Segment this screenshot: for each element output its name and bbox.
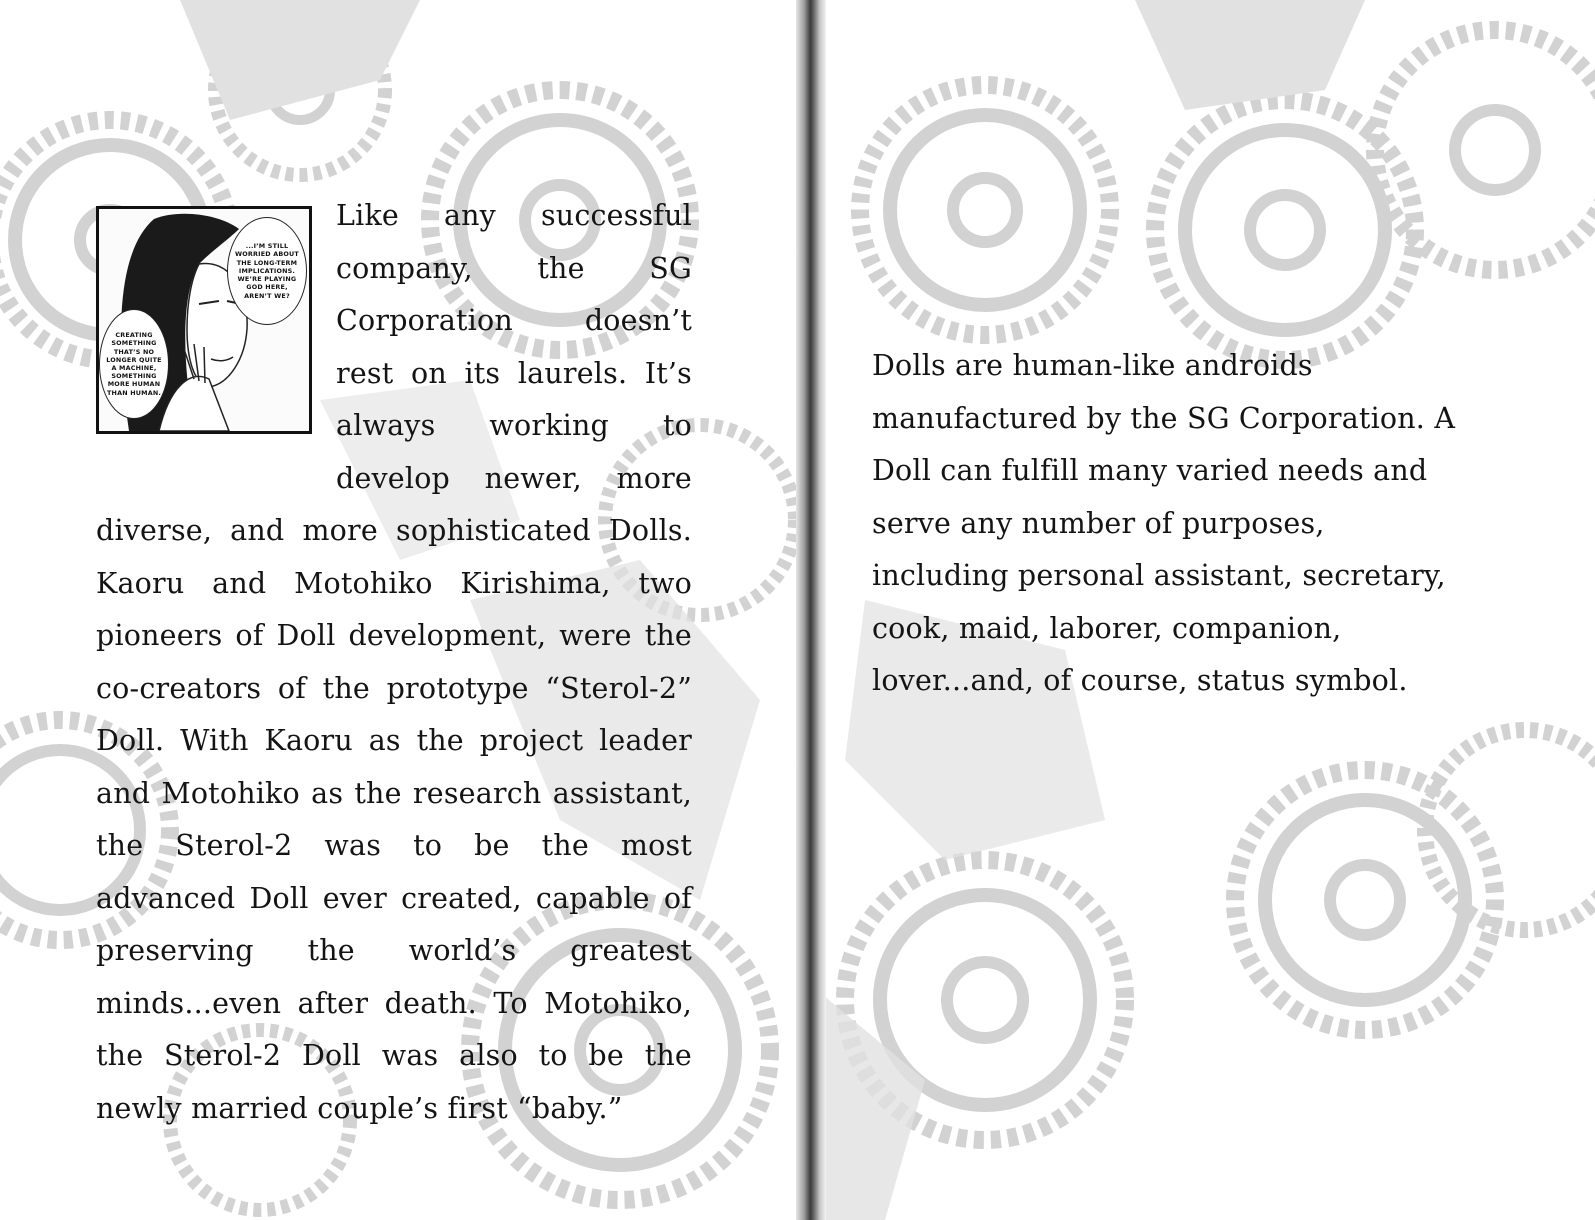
right-page [805, 0, 1595, 1220]
right-page-text [872, 340, 1462, 708]
manga-panel-wrap [84, 196, 322, 458]
right-paragraph: Dolls are human-like androids manufactured by the SG Corporation. A Doll can fulfill many varied needs and serve any number of purposes, including personal assistant, secretary, cook, maid, laborer, companion, lover...and, of course, status symbol. [872, 349, 1456, 697]
book-spine-shadow [796, 0, 826, 1220]
left-paragraph: Like any successful company, the SG Corporation doesn’t rest on its laurels. It’s always working to develop newer, more diverse, and more sophisticated Dolls. Kaoru and Motohiko Kirishima, two pioneers of Doll development, were the co-creators of the prototype “Sterol-2” Doll. With Kaoru as the project leader and Motohiko as the research assistant, the Sterol-2 was to be the most advanced Doll ever created, capable of preserving the world’s greatest minds...even after death. To Motohiko, the Sterol-2 Doll was also to be the newly married couple’s first “baby.” [96, 199, 692, 1125]
left-page-text [96, 190, 692, 1135]
manga-panel [96, 206, 312, 434]
speech-bubble-creating: CREATING SOMETHING THAT’S NO LONGER QUITE A MACHINE, SOMETHING MORE HUMAN THAN HUMAN. [99, 309, 169, 419]
speech-bubble-worried: ...I’M STILL WORRIED ABOUT THE LONG-TERM IMPLICATIONS. WE’RE PLAYING GOD HERE, AREN’T WE? [227, 217, 307, 325]
